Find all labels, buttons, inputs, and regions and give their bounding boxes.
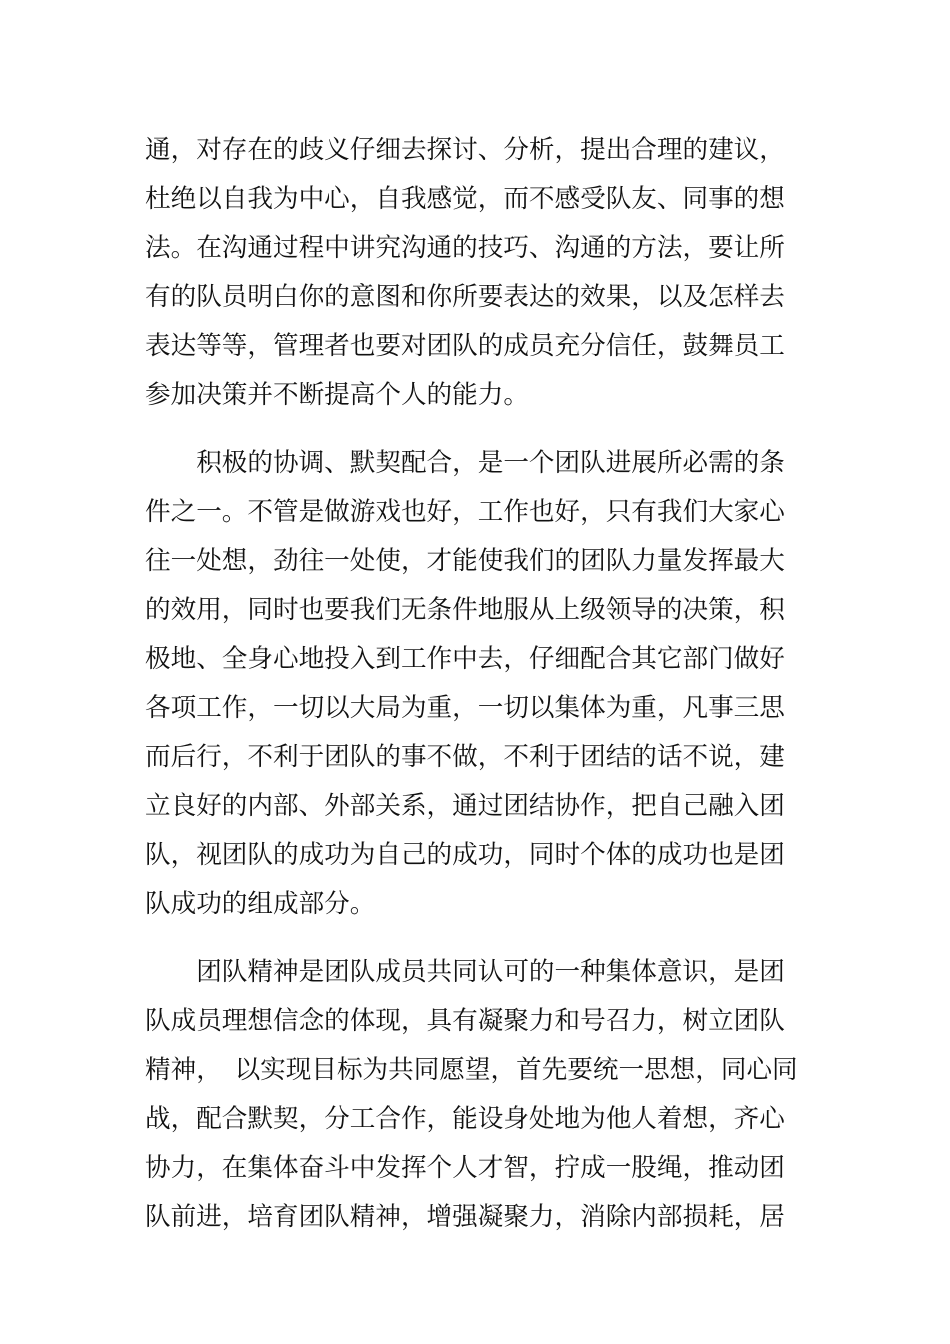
text-line: 通，对存在的歧义仔细去探讨、分析，提出合理的建议， — [145, 135, 785, 165]
text-line: 各项工作，一切以大局为重，一切以集体为重，凡事三思 — [145, 693, 785, 724]
text-line: 参加决策并不断提高个人的能力。 — [145, 380, 529, 411]
text-line: 战，配合默契，分工合作，能设身处地为他人着想，齐心 — [145, 1103, 785, 1134]
text-line: 队，视团队的成功为自己的成功，同时个体的成功也是团 — [145, 840, 785, 871]
text-line: 协力，在集体奋斗中发挥个人才智，拧成一股绳，推动团 — [145, 1152, 785, 1183]
text-line: 件之一。不管是做游戏也好，工作也好，只有我们大家心 — [145, 496, 785, 527]
text-line: 往一处想，劲往一处使，才能使我们的团队力量发挥最大 — [145, 545, 785, 576]
text-line: 有的队员明白你的意图和你所要表达的效果，以及怎样去 — [145, 282, 785, 313]
paragraph-2 — [145, 439, 817, 930]
text-line: 团队精神是团队成员共同认可的一种集体意识，是团 — [145, 956, 785, 987]
text-line: 的效用，同时也要我们无条件地服从上级领导的决策，积 — [145, 594, 785, 625]
text-line: 表达等等，管理者也要对团队的成员充分信任，鼓舞员工 — [145, 331, 785, 362]
text-line: 队成员理想信念的体现，具有凝聚力和号召力，树立团队 — [145, 1005, 785, 1036]
text-line: 队成功的组成部分。 — [145, 889, 376, 920]
paragraph-spacer — [145, 421, 817, 439]
text-line: 而后行，不利于团队的事不做，不利于团结的话不说，建 — [145, 742, 785, 773]
body-text — [145, 126, 817, 1242]
paragraph-spacer — [145, 930, 817, 948]
text-line: 立良好的内部、外部关系，通过团结协作，把自己融入团 — [145, 791, 785, 822]
text-line: 法。在沟通过程中讲究沟通的技巧、沟通的方法，要让所 — [145, 233, 785, 264]
text-line: 精神， 以实现目标为共同愿望，首先要统一思想，同心同 — [145, 1054, 798, 1085]
text-line: 杜绝以自我为中心，自我感觉，而不感受队友、同事的想 — [145, 184, 785, 215]
text-line: 队前进，培育团队精神，增强凝聚力，消除内部损耗，居 — [145, 1201, 785, 1232]
paragraph-3 — [145, 948, 817, 1243]
paragraph-1 — [145, 126, 817, 421]
text-line: 极地、全身心地投入到工作中去，仔细配合其它部门做好 — [145, 643, 785, 674]
text-line: 积极的协调、默契配合，是一个团队进展所必需的条 — [145, 447, 785, 478]
